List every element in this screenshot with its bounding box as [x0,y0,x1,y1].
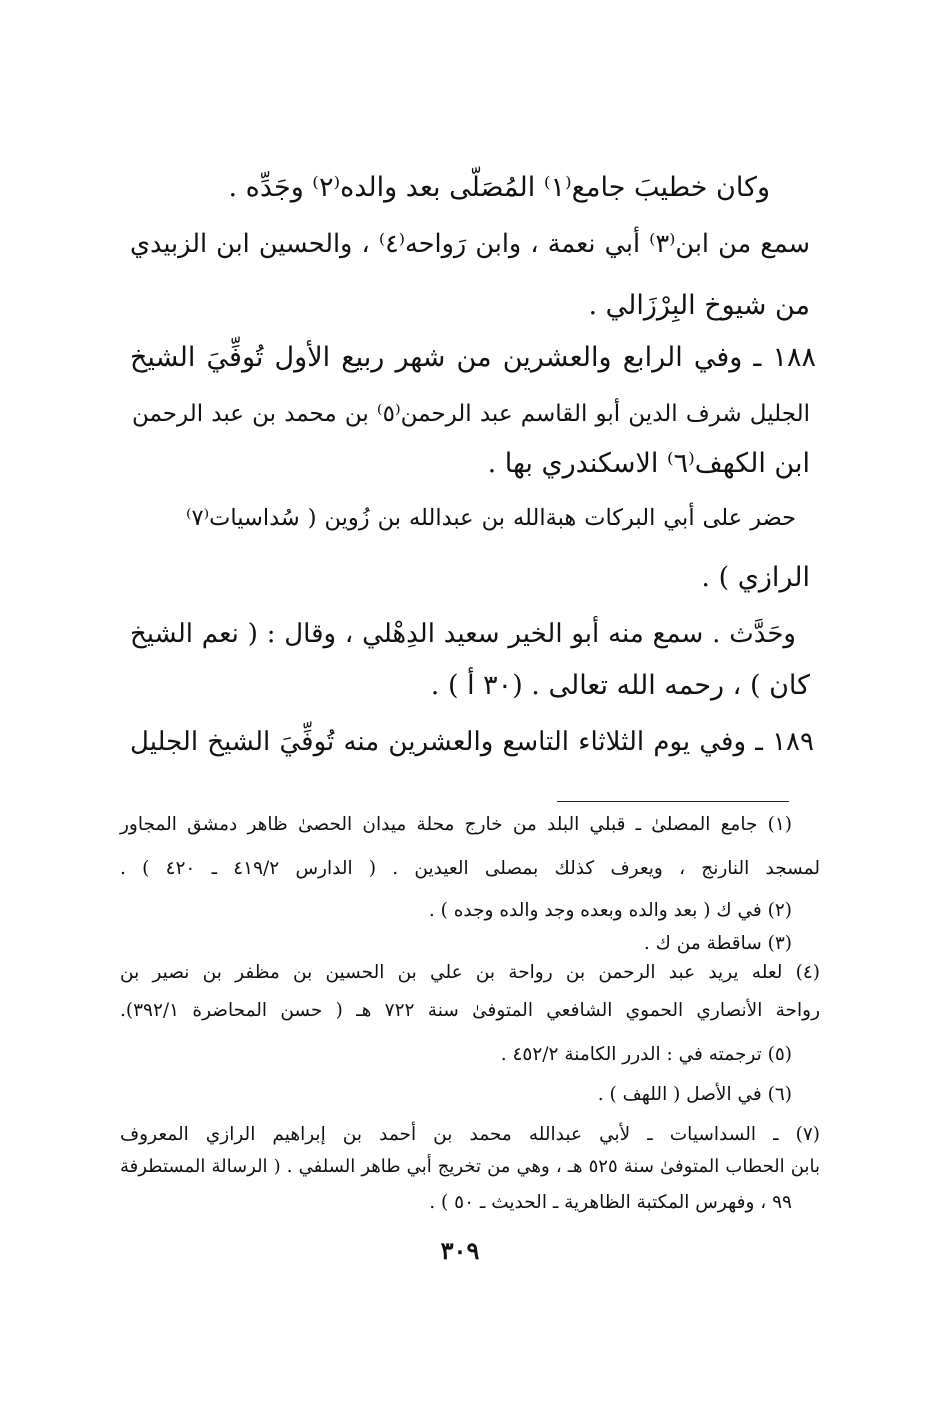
footnote-line: (٦) في الأصل ( اللهف ) . [597,1084,792,1105]
footnote-line: (١) جامع المصلىٰ ـ قبلي البلد من خارج محلة ميدان الحصىٰ ظاهر دمشق المجاور [120,814,792,835]
page-number: ٣٠٩ [440,1236,480,1265]
main-line: وكان خطيبَ جامع⁽١⁾ المُصَلّى بعد والده⁽٢⁾ وجَدِّه . [228,172,770,203]
footnote-line: (٣) ساقطة من ك . [643,933,792,954]
main-line: كان ) ، رحمه الله تعالى . (٣٠ أ ) . [430,670,810,701]
main-line: ١٨٨ ـ وفي الرابع والعشرين من شهر ربيع الأول تُوفِّيَ الشيخ [130,342,816,373]
footnote-line: (٤) لعله يريد عبد الرحمن بن رواحة بن علي بن الحسين بن مظفر بن نصير بن [120,962,820,983]
main-line: ابن الكهف⁽٦⁾ الاسكندري بها . [487,448,810,479]
footnote-line: رواحة الأنصاري الحموي الشافعي المتوفىٰ سنة ٧٢٢ هـ ( حسن المحاضرة ٣٩٢/١). [120,1000,821,1021]
footnote-line: ٩٩ ، وفهرس المكتبة الظاهرية ـ الحديث ـ ٥٠ ) . [429,1192,792,1213]
main-line: ١٨٩ ـ وفي يوم الثلاثاء التاسع والعشرين منه تُوفِّيَ الشيخ الجليل [130,727,814,757]
footnote-line: (٢) في ك ( بعد والده وبعده وجد والده وجده ) . [428,900,792,921]
main-line: حضر على أبي البركات هبةالله بن عبدالله بن زُوين ( سُداسيات⁽٧⁾ [186,505,796,531]
footnote-separator [557,801,789,802]
main-line: الجليل شرف الدين أبو القاسم عبد الرحمن⁽٥⁾ بن محمد بن عبد الرحمن [132,401,810,427]
main-line: الرازي ) . [701,562,810,593]
footnote-line: (٥) ترجمته في : الدرر الكامنة ٤٥٢/٢ . [500,1044,792,1065]
main-line: سمع من ابن⁽٣⁾ أبي نعمة ، وابن رَواحه⁽٤⁾ ، والحسين ابن الزبيدي [130,229,810,259]
main-line: من شيوخ البِرْزَالي . [588,290,810,321]
footnote-line: بابن الحطاب المتوفىٰ سنة ٥٢٥ هـ ، وهي من تخريج أبي طاهر السلفي . ( الرسالة المستطرفة [120,1156,820,1177]
main-line: وحَدَّث . سمع منه أبو الخير سعيد الدِهْلي ، وقال : ( نعم الشيخ [130,619,796,649]
footnote-line: لمسجد النارنج ، ويعرف كذلك بمصلى العيدين . ( الدارس ٤١٩/٢ ـ ٤٢٠ ) . [120,858,821,879]
footnote-line: (٧) ـ السداسيات ـ لأبي عبدالله محمد بن أحمد بن إبراهيم الرازي المعروف [120,1124,820,1145]
